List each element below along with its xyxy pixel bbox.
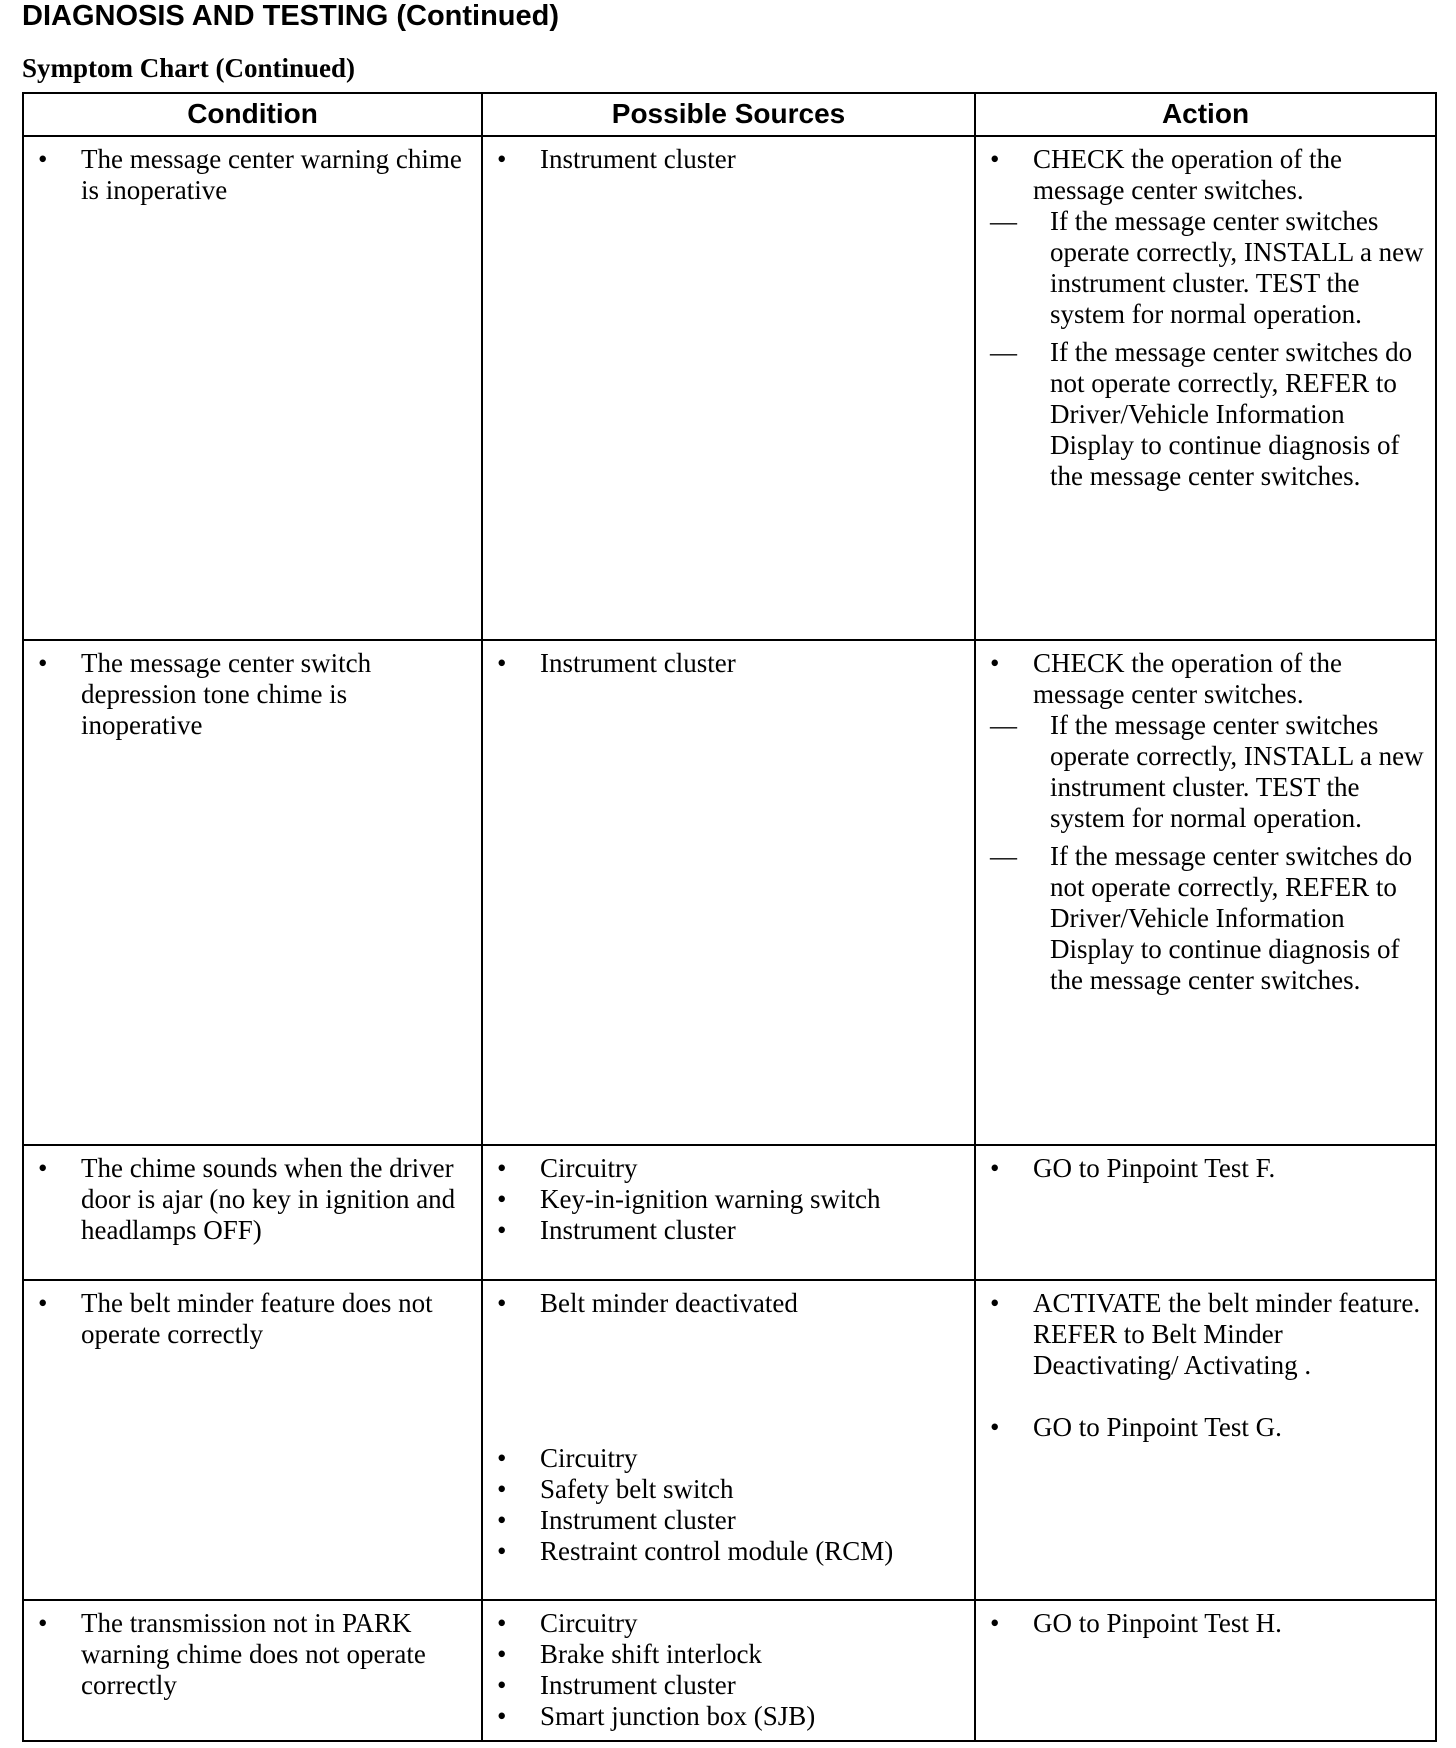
chart-subheader: Symptom Chart (Continued)	[22, 53, 356, 83]
source-item: • Safety belt switch	[491, 1474, 966, 1505]
source-item: • Instrument cluster	[491, 1505, 966, 1536]
source-item: • Circuitry	[491, 1443, 966, 1474]
source-item: • Belt minder deactivated	[491, 1288, 966, 1319]
table-header-row	[23, 93, 1436, 136]
column-header-condition: Condition	[23, 93, 482, 136]
condition-cell	[23, 1280, 482, 1600]
source-item: • Instrument cluster	[491, 1670, 966, 1701]
sources-cell	[482, 640, 975, 1145]
action-item	[984, 144, 1427, 492]
sources-cell	[482, 136, 975, 640]
sources-cell	[482, 1600, 975, 1741]
table-row	[23, 640, 1436, 1145]
condition-text: • The belt minder feature does not operate correctly	[32, 1288, 473, 1350]
source-item: • Key-in-ignition warning switch	[491, 1184, 966, 1215]
sources-cell	[482, 1280, 975, 1600]
condition-cell	[23, 136, 482, 640]
action-text: CHECK the operation of the message center switches.	[1033, 648, 1342, 709]
action-item: • ACTIVATE the belt minder feature. REFER to Belt Minder Deactivating/ Activating .	[984, 1288, 1427, 1381]
action-item: • GO to Pinpoint Test H.	[984, 1608, 1427, 1639]
action-cell	[975, 640, 1436, 1145]
action-subitem: — If the message center switches operate correctly, INSTALL a new instrument cluster. TEST the system for normal operation.	[984, 710, 1427, 834]
symptom-chart-table	[22, 92, 1437, 1742]
action-subitem: — If the message center switches operate correctly, INSTALL a new instrument cluster. TEST the system for normal operation.	[984, 206, 1427, 330]
table-row	[23, 136, 1436, 640]
condition-cell	[23, 1600, 482, 1741]
source-item: • Smart junction box (SJB)	[491, 1701, 966, 1732]
action-cell	[975, 1600, 1436, 1741]
condition-cell	[23, 1145, 482, 1280]
table-row	[23, 1145, 1436, 1280]
table-row	[23, 1280, 1436, 1600]
action-text: CHECK the operation of the message center switches.	[1033, 144, 1342, 205]
source-item: • Restraint control module (RCM)	[491, 1536, 966, 1567]
action-item: • GO to Pinpoint Test G.	[984, 1412, 1427, 1443]
column-header-action: Action	[975, 93, 1436, 136]
condition-text: • The transmission not in PARK warning chime does not operate correctly	[32, 1608, 473, 1701]
condition-text: • The message center switch depression tone chime is inoperative	[32, 648, 473, 741]
source-item: • Circuitry	[491, 1153, 966, 1184]
action-cell	[975, 136, 1436, 640]
condition-text: • The chime sounds when the driver door is ajar (no key in ignition and headlamps OFF)	[32, 1153, 473, 1246]
action-subitem: — If the message center switches do not operate correctly, REFER to Driver/Vehicle Information Display to continue diagnosis of the message center switches.	[984, 841, 1427, 996]
source-item: • Circuitry	[491, 1608, 966, 1639]
action-cell	[975, 1280, 1436, 1600]
sources-cell	[482, 1145, 975, 1280]
action-subitem: — If the message center switches do not operate correctly, REFER to Driver/Vehicle Information Display to continue diagnosis of the message center switches.	[984, 337, 1427, 492]
source-item: • Instrument cluster	[491, 648, 966, 679]
table-row	[23, 1600, 1436, 1741]
source-item: • Brake shift interlock	[491, 1639, 966, 1670]
condition-cell	[23, 640, 482, 1145]
action-cell	[975, 1145, 1436, 1280]
column-header-possible-sources: Possible Sources	[482, 93, 975, 136]
section-header: DIAGNOSIS AND TESTING (Continued)	[22, 0, 560, 32]
action-item	[984, 648, 1427, 996]
condition-text: • The message center warning chime is inoperative	[32, 144, 473, 206]
source-item: • Instrument cluster	[491, 1215, 966, 1246]
action-item: • GO to Pinpoint Test F.	[984, 1153, 1427, 1184]
source-item: • Instrument cluster	[491, 144, 966, 175]
